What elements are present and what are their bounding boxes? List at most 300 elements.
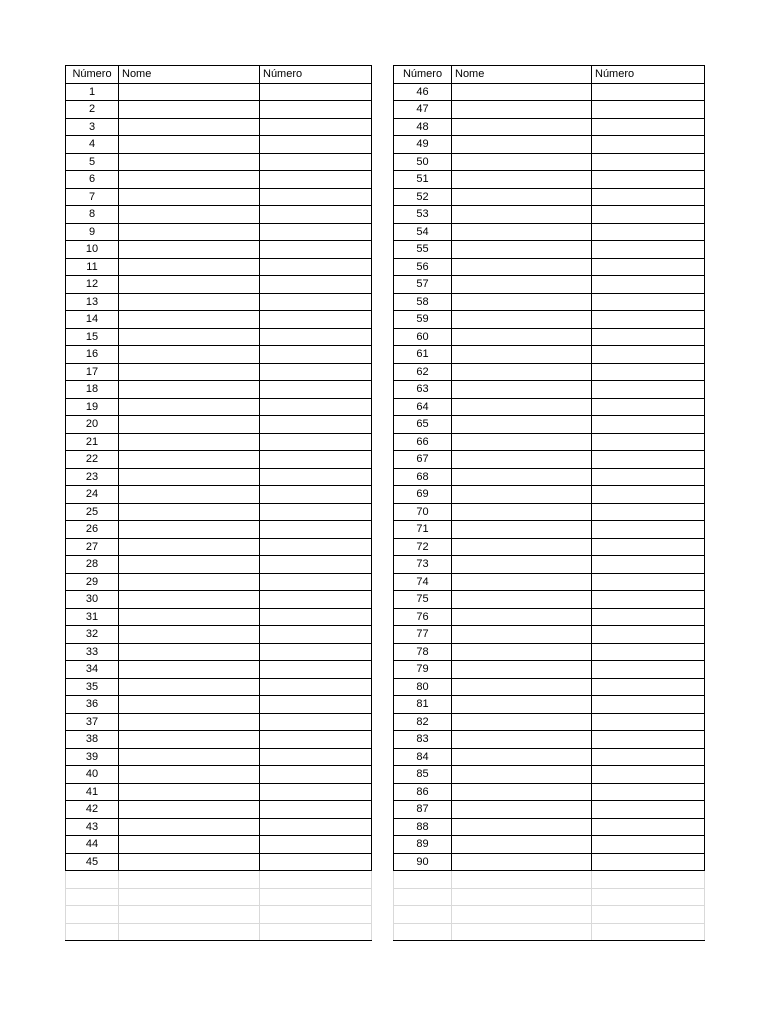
number-cell[interactable] [260,328,372,346]
number-cell[interactable] [260,591,372,609]
number-cell[interactable] [260,783,372,801]
empty-cell[interactable] [66,906,119,924]
row-number-cell[interactable]: 83 [394,731,452,749]
row-number-cell[interactable]: 58 [394,293,452,311]
name-cell[interactable] [119,346,260,364]
name-cell[interactable] [119,153,260,171]
number-cell[interactable] [592,451,705,469]
row-number-cell[interactable]: 56 [394,258,452,276]
name-cell[interactable] [119,328,260,346]
name-cell[interactable] [452,83,592,101]
name-cell[interactable] [452,451,592,469]
empty-cell[interactable] [592,888,705,906]
row-number-cell[interactable]: 55 [394,241,452,259]
name-cell[interactable] [452,801,592,819]
row-number-cell[interactable]: 51 [394,171,452,189]
number-cell[interactable] [592,783,705,801]
name-cell[interactable] [452,608,592,626]
row-number-cell[interactable]: 33 [66,643,119,661]
empty-cell[interactable] [394,871,452,889]
row-number-cell[interactable]: 53 [394,206,452,224]
row-number-cell[interactable]: 41 [66,783,119,801]
row-number-cell[interactable]: 44 [66,836,119,854]
name-cell[interactable] [452,766,592,784]
name-cell[interactable] [452,381,592,399]
name-cell[interactable] [119,853,260,871]
number-cell[interactable] [260,188,372,206]
row-number-cell[interactable]: 72 [394,538,452,556]
header-name[interactable]: Nome [119,66,260,84]
row-number-cell[interactable]: 30 [66,591,119,609]
number-cell[interactable] [592,836,705,854]
row-number-cell[interactable]: 38 [66,731,119,749]
number-cell[interactable] [260,416,372,434]
number-cell[interactable] [592,626,705,644]
number-cell[interactable] [260,433,372,451]
number-cell[interactable] [260,223,372,241]
number-cell[interactable] [260,801,372,819]
number-cell[interactable] [260,171,372,189]
empty-cell[interactable] [260,906,372,924]
name-cell[interactable] [452,748,592,766]
number-cell[interactable] [592,748,705,766]
number-cell[interactable] [260,101,372,119]
number-cell[interactable] [592,503,705,521]
row-number-cell[interactable]: 50 [394,153,452,171]
number-cell[interactable] [260,276,372,294]
number-cell[interactable] [592,206,705,224]
row-number-cell[interactable]: 6 [66,171,119,189]
name-cell[interactable] [119,538,260,556]
name-cell[interactable] [119,416,260,434]
name-cell[interactable] [452,731,592,749]
name-cell[interactable] [452,591,592,609]
name-cell[interactable] [119,311,260,329]
name-cell[interactable] [452,521,592,539]
number-cell[interactable] [260,503,372,521]
row-number-cell[interactable]: 7 [66,188,119,206]
number-cell[interactable] [592,678,705,696]
row-number-cell[interactable]: 23 [66,468,119,486]
name-cell[interactable] [452,171,592,189]
name-cell[interactable] [119,783,260,801]
name-cell[interactable] [119,661,260,679]
name-cell[interactable] [452,818,592,836]
row-number-cell[interactable]: 78 [394,643,452,661]
empty-cell[interactable] [119,906,260,924]
row-number-cell[interactable]: 82 [394,713,452,731]
empty-cell[interactable] [66,923,119,941]
empty-cell[interactable] [260,888,372,906]
name-cell[interactable] [119,118,260,136]
name-cell[interactable] [452,346,592,364]
row-number-cell[interactable]: 19 [66,398,119,416]
name-cell[interactable] [452,136,592,154]
row-number-cell[interactable]: 25 [66,503,119,521]
row-number-cell[interactable]: 1 [66,83,119,101]
number-cell[interactable] [592,486,705,504]
name-cell[interactable] [452,573,592,591]
number-cell[interactable] [260,206,372,224]
number-cell[interactable] [260,346,372,364]
row-number-cell[interactable]: 49 [394,136,452,154]
number-cell[interactable] [592,573,705,591]
row-number-cell[interactable]: 79 [394,661,452,679]
number-cell[interactable] [260,83,372,101]
empty-cell[interactable] [119,888,260,906]
number-cell[interactable] [260,258,372,276]
row-number-cell[interactable]: 2 [66,101,119,119]
number-cell[interactable] [260,836,372,854]
name-cell[interactable] [452,241,592,259]
empty-cell[interactable] [119,923,260,941]
number-cell[interactable] [592,223,705,241]
name-cell[interactable] [119,696,260,714]
empty-cell[interactable] [260,871,372,889]
empty-cell[interactable] [452,871,592,889]
name-cell[interactable] [452,188,592,206]
number-cell[interactable] [260,748,372,766]
name-cell[interactable] [119,626,260,644]
row-number-cell[interactable]: 85 [394,766,452,784]
row-number-cell[interactable]: 34 [66,661,119,679]
row-number-cell[interactable]: 10 [66,241,119,259]
row-number-cell[interactable]: 26 [66,521,119,539]
number-cell[interactable] [592,818,705,836]
row-number-cell[interactable]: 54 [394,223,452,241]
name-cell[interactable] [119,678,260,696]
name-cell[interactable] [452,468,592,486]
header-number[interactable]: Número [66,66,119,84]
name-cell[interactable] [452,363,592,381]
name-cell[interactable] [452,258,592,276]
row-number-cell[interactable]: 43 [66,818,119,836]
number-cell[interactable] [260,556,372,574]
number-cell[interactable] [592,258,705,276]
name-cell[interactable] [119,293,260,311]
name-cell[interactable] [119,433,260,451]
row-number-cell[interactable]: 31 [66,608,119,626]
row-number-cell[interactable]: 28 [66,556,119,574]
number-cell[interactable] [592,311,705,329]
name-cell[interactable] [119,101,260,119]
name-cell[interactable] [119,573,260,591]
empty-cell[interactable] [260,923,372,941]
header-number[interactable]: Número [394,66,452,84]
name-cell[interactable] [119,643,260,661]
name-cell[interactable] [119,521,260,539]
row-number-cell[interactable]: 3 [66,118,119,136]
row-number-cell[interactable]: 75 [394,591,452,609]
row-number-cell[interactable]: 69 [394,486,452,504]
number-cell[interactable] [260,608,372,626]
row-number-cell[interactable]: 45 [66,853,119,871]
empty-cell[interactable] [452,888,592,906]
number-cell[interactable] [260,451,372,469]
number-cell[interactable] [260,643,372,661]
row-number-cell[interactable]: 11 [66,258,119,276]
row-number-cell[interactable]: 20 [66,416,119,434]
name-cell[interactable] [452,661,592,679]
row-number-cell[interactable]: 57 [394,276,452,294]
number-cell[interactable] [260,468,372,486]
number-cell[interactable] [260,573,372,591]
number-cell[interactable] [260,153,372,171]
number-cell[interactable] [592,188,705,206]
row-number-cell[interactable]: 90 [394,853,452,871]
name-cell[interactable] [452,486,592,504]
row-number-cell[interactable]: 14 [66,311,119,329]
row-number-cell[interactable]: 15 [66,328,119,346]
row-number-cell[interactable]: 70 [394,503,452,521]
number-cell[interactable] [260,538,372,556]
number-cell[interactable] [592,468,705,486]
name-cell[interactable] [452,538,592,556]
number-cell[interactable] [260,398,372,416]
row-number-cell[interactable]: 16 [66,346,119,364]
number-cell[interactable] [592,521,705,539]
row-number-cell[interactable]: 80 [394,678,452,696]
name-cell[interactable] [119,486,260,504]
number-cell[interactable] [592,118,705,136]
header-number-2[interactable]: Número [260,66,372,84]
name-cell[interactable] [119,83,260,101]
name-cell[interactable] [119,731,260,749]
name-cell[interactable] [119,836,260,854]
number-cell[interactable] [592,696,705,714]
empty-cell[interactable] [66,871,119,889]
number-cell[interactable] [592,171,705,189]
row-number-cell[interactable]: 73 [394,556,452,574]
number-cell[interactable] [592,608,705,626]
number-cell[interactable] [592,328,705,346]
row-number-cell[interactable]: 60 [394,328,452,346]
number-cell[interactable] [592,83,705,101]
row-number-cell[interactable]: 59 [394,311,452,329]
number-cell[interactable] [592,731,705,749]
empty-cell[interactable] [66,888,119,906]
row-number-cell[interactable]: 13 [66,293,119,311]
name-cell[interactable] [452,153,592,171]
row-number-cell[interactable]: 64 [394,398,452,416]
number-cell[interactable] [592,591,705,609]
name-cell[interactable] [119,766,260,784]
name-cell[interactable] [119,241,260,259]
number-cell[interactable] [592,433,705,451]
row-number-cell[interactable]: 77 [394,626,452,644]
name-cell[interactable] [452,678,592,696]
number-cell[interactable] [260,818,372,836]
row-number-cell[interactable]: 47 [394,101,452,119]
number-cell[interactable] [260,136,372,154]
name-cell[interactable] [452,118,592,136]
empty-cell[interactable] [592,871,705,889]
number-cell[interactable] [260,853,372,871]
name-cell[interactable] [119,136,260,154]
row-number-cell[interactable]: 17 [66,363,119,381]
number-cell[interactable] [260,766,372,784]
row-number-cell[interactable]: 63 [394,381,452,399]
number-cell[interactable] [260,626,372,644]
row-number-cell[interactable]: 87 [394,801,452,819]
name-cell[interactable] [452,503,592,521]
row-number-cell[interactable]: 37 [66,713,119,731]
row-number-cell[interactable]: 40 [66,766,119,784]
name-cell[interactable] [452,643,592,661]
row-number-cell[interactable]: 12 [66,276,119,294]
name-cell[interactable] [119,713,260,731]
name-cell[interactable] [452,398,592,416]
empty-cell[interactable] [119,871,260,889]
name-cell[interactable] [119,188,260,206]
name-cell[interactable] [119,591,260,609]
row-number-cell[interactable]: 52 [394,188,452,206]
row-number-cell[interactable]: 46 [394,83,452,101]
row-number-cell[interactable]: 74 [394,573,452,591]
name-cell[interactable] [119,451,260,469]
name-cell[interactable] [452,853,592,871]
empty-cell[interactable] [592,906,705,924]
number-cell[interactable] [592,416,705,434]
number-cell[interactable] [260,521,372,539]
number-cell[interactable] [260,293,372,311]
empty-cell[interactable] [452,906,592,924]
number-cell[interactable] [592,853,705,871]
row-number-cell[interactable]: 88 [394,818,452,836]
number-cell[interactable] [260,713,372,731]
number-cell[interactable] [592,766,705,784]
number-cell[interactable] [592,363,705,381]
number-cell[interactable] [260,363,372,381]
empty-cell[interactable] [394,888,452,906]
row-number-cell[interactable]: 24 [66,486,119,504]
name-cell[interactable] [452,433,592,451]
row-number-cell[interactable]: 39 [66,748,119,766]
row-number-cell[interactable]: 42 [66,801,119,819]
name-cell[interactable] [119,503,260,521]
row-number-cell[interactable]: 35 [66,678,119,696]
name-cell[interactable] [452,223,592,241]
name-cell[interactable] [452,311,592,329]
row-number-cell[interactable]: 48 [394,118,452,136]
number-cell[interactable] [260,381,372,399]
row-number-cell[interactable]: 9 [66,223,119,241]
name-cell[interactable] [452,783,592,801]
row-number-cell[interactable]: 67 [394,451,452,469]
row-number-cell[interactable]: 68 [394,468,452,486]
number-cell[interactable] [260,661,372,679]
header-number-2[interactable]: Número [592,66,705,84]
row-number-cell[interactable]: 84 [394,748,452,766]
number-cell[interactable] [260,311,372,329]
name-cell[interactable] [452,696,592,714]
number-cell[interactable] [592,556,705,574]
name-cell[interactable] [452,276,592,294]
name-cell[interactable] [452,713,592,731]
row-number-cell[interactable]: 36 [66,696,119,714]
row-number-cell[interactable]: 27 [66,538,119,556]
row-number-cell[interactable]: 65 [394,416,452,434]
row-number-cell[interactable]: 76 [394,608,452,626]
name-cell[interactable] [452,416,592,434]
number-cell[interactable] [592,643,705,661]
row-number-cell[interactable]: 66 [394,433,452,451]
row-number-cell[interactable]: 5 [66,153,119,171]
name-cell[interactable] [452,626,592,644]
number-cell[interactable] [592,276,705,294]
name-cell[interactable] [119,171,260,189]
name-cell[interactable] [119,468,260,486]
empty-cell[interactable] [452,923,592,941]
number-cell[interactable] [260,241,372,259]
name-cell[interactable] [119,398,260,416]
name-cell[interactable] [119,801,260,819]
row-number-cell[interactable]: 71 [394,521,452,539]
row-number-cell[interactable]: 21 [66,433,119,451]
row-number-cell[interactable]: 4 [66,136,119,154]
number-cell[interactable] [592,398,705,416]
number-cell[interactable] [592,346,705,364]
name-cell[interactable] [119,608,260,626]
row-number-cell[interactable]: 22 [66,451,119,469]
empty-cell[interactable] [394,906,452,924]
number-cell[interactable] [592,136,705,154]
number-cell[interactable] [592,801,705,819]
name-cell[interactable] [452,293,592,311]
number-cell[interactable] [260,678,372,696]
name-cell[interactable] [452,206,592,224]
number-cell[interactable] [260,118,372,136]
name-cell[interactable] [452,101,592,119]
number-cell[interactable] [592,101,705,119]
row-number-cell[interactable]: 32 [66,626,119,644]
number-cell[interactable] [260,731,372,749]
row-number-cell[interactable]: 29 [66,573,119,591]
row-number-cell[interactable]: 18 [66,381,119,399]
empty-cell[interactable] [394,923,452,941]
row-number-cell[interactable]: 61 [394,346,452,364]
number-cell[interactable] [592,661,705,679]
name-cell[interactable] [452,556,592,574]
name-cell[interactable] [119,258,260,276]
number-cell[interactable] [592,381,705,399]
number-cell[interactable] [592,538,705,556]
number-cell[interactable] [592,713,705,731]
row-number-cell[interactable]: 8 [66,206,119,224]
name-cell[interactable] [119,556,260,574]
name-cell[interactable] [119,276,260,294]
empty-cell[interactable] [592,923,705,941]
name-cell[interactable] [452,836,592,854]
name-cell[interactable] [119,223,260,241]
name-cell[interactable] [119,381,260,399]
name-cell[interactable] [119,363,260,381]
number-cell[interactable] [260,486,372,504]
name-cell[interactable] [452,328,592,346]
number-cell[interactable] [592,293,705,311]
number-cell[interactable] [592,241,705,259]
name-cell[interactable] [119,748,260,766]
row-number-cell[interactable]: 86 [394,783,452,801]
row-number-cell[interactable]: 81 [394,696,452,714]
number-cell[interactable] [592,153,705,171]
header-name[interactable]: Nome [452,66,592,84]
row-number-cell[interactable]: 62 [394,363,452,381]
name-cell[interactable] [119,818,260,836]
number-cell[interactable] [260,696,372,714]
name-cell[interactable] [119,206,260,224]
row-number-cell[interactable]: 89 [394,836,452,854]
